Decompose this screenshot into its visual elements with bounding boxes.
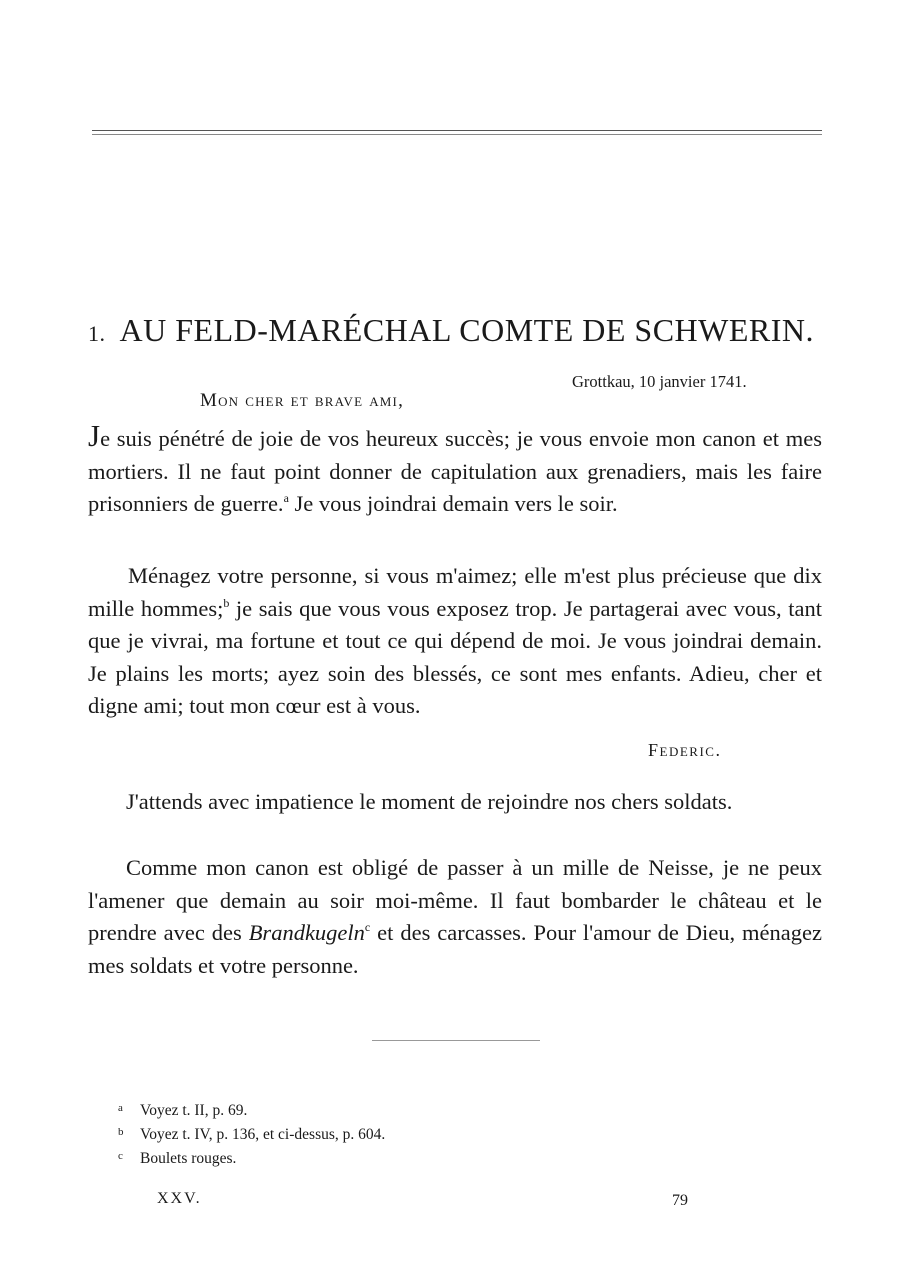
footnote [118, 1150, 236, 1168]
footnote [118, 1102, 247, 1120]
italic-term: Brandkugeln [248, 920, 365, 945]
footnote-mark: b [118, 1126, 124, 1138]
top-rule-secondary [92, 134, 822, 135]
paragraph-1 [88, 420, 822, 521]
footnote-ref-b: b [223, 595, 230, 610]
paragraph-4 [88, 852, 822, 982]
footnote-text: Voyez t. II, p. 69. [140, 1102, 248, 1119]
letter-title: AU FELD-MARÉCHAL COMTE DE SCHWERIN. [119, 312, 815, 348]
footnote-text: Boulets rouges. [140, 1150, 237, 1167]
paragraph-2-text-b: je sais que vous vous exposez trop. Je partagerai avec vous, tant que je vivrai, ma fortune et tout ce qui dépend de moi. Je vous joindrai demain. Je plains les morts; ayez soin des blessés, ce sont mes enfants. Adieu, cher et digne ami; tout mon cœur est à vous. [88, 595, 822, 718]
paragraph-1-text-a: e suis pénétré de joie de vos heureux succès; je vous envoie mon canon et mes mortiers. Il ne faut point donner de capitulation aux grenadiers, mais les faire prisonniers de guerre. [88, 426, 822, 516]
paragraph-4-text-b: et des carcasses. Pour l'amour de Dieu, ménagez mes soldats et votre personne. [88, 920, 823, 978]
dateline: Grottkau, 10 janvier 1741. [572, 372, 747, 391]
footnote-mark: c [118, 1150, 123, 1162]
page-number: 79 [672, 1192, 688, 1209]
paragraph-1-text-b: Je vous joindrai demain vers le soir. [288, 491, 618, 516]
paragraph-3: J'attends avec impatience le moment de rejoindre nos chers soldats. [126, 789, 733, 814]
footnote [118, 1126, 385, 1144]
paragraph-2 [88, 560, 822, 723]
signature: Federic. [648, 740, 722, 760]
salutation: Mon cher et brave ami, [200, 390, 405, 411]
footnote-ref-c: c [364, 920, 371, 934]
section-divider [372, 1040, 540, 1041]
paragraph-4-text-a: Comme mon canon est obligé de passer à un mille de Neisse, je ne peux l'amener que demain au soir moi-même. Il faut bombarder le château et le prendre avec des [88, 855, 822, 945]
volume-signature: XXV. [157, 1190, 202, 1207]
footnote-mark: a [118, 1102, 123, 1114]
initial-letter: J [88, 418, 101, 453]
paragraph-2-text-a: Ménagez votre personne, si vous m'aimez; elle m'est plus précieuse que dix mille hommes; [88, 563, 822, 621]
footnote-text: Voyez t. IV, p. 136, et ci-dessus, p. 604. [140, 1126, 386, 1143]
letter-heading [88, 312, 828, 349]
letter-number: 1. [88, 321, 106, 346]
top-rule [92, 130, 822, 131]
footnote-ref-a: a [283, 491, 289, 505]
